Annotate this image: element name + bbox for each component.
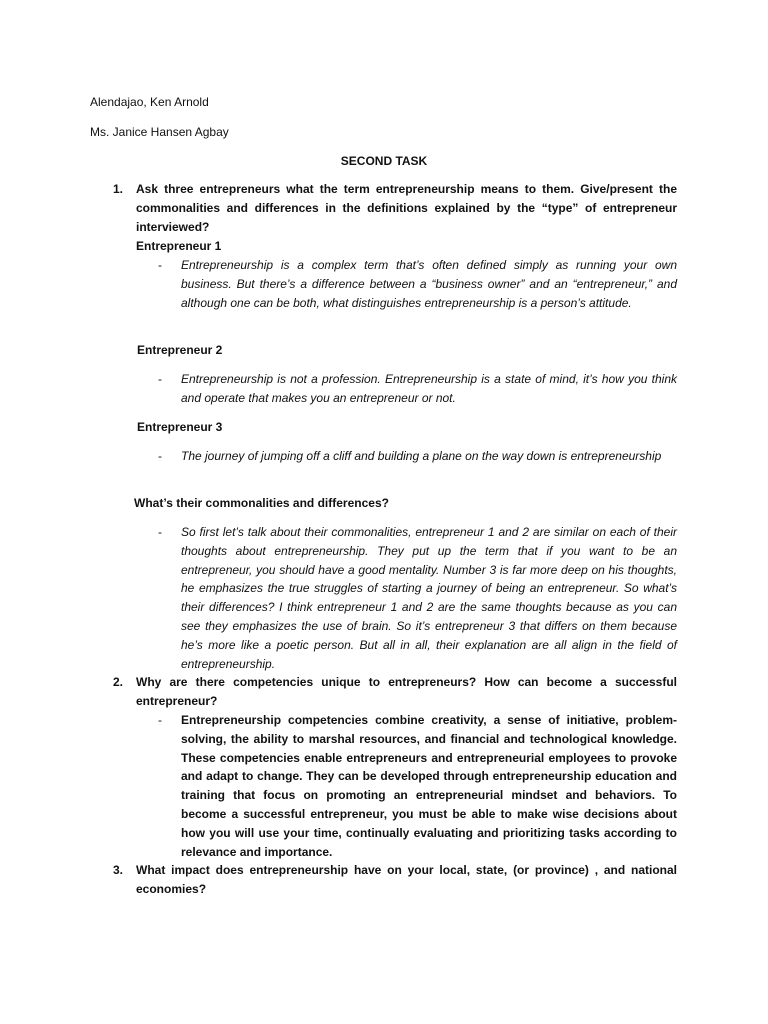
question-3-number: 3.	[113, 863, 124, 877]
entrepreneur-3-answer: The journey of jumping off a cliff and building a plane on the way down is entrepreneurship	[181, 449, 662, 463]
question-2-answer: Entrepreneurship competencies combine creativity, a sense of initiative, problem-solving, the ability to marshal resources, and financial and technological knowledge. These competencies enable entrepreneurs and entrepreneurial employees to provoke and adapt to change. They can be developed through entrepreneurship education and training that focus on promoting an entrepreneurial mindset and behaviors. To become a successful entrepreneur, you must be able to make wise decisions about how you will use your time, continually evaluating and prioritizing tasks according to relevance and importance.	[181, 713, 677, 859]
entrepreneur-2-bullet: -	[158, 372, 162, 386]
entrepreneur-1-answer: Entrepreneurship is a complex term that’s often defined simply as running your own business. But there’s a difference between a “business owner” and an “entrepreneur,” and although one can be both, what distinguishes entrepreneurship is a person’s attitude.	[181, 258, 677, 310]
entrepreneur-1-bullet: -	[158, 258, 162, 272]
commonalities-bullet: -	[158, 525, 162, 539]
task-title: SECOND TASK	[340, 154, 428, 168]
teacher-name: Ms. Janice Hansen Agbay	[90, 125, 229, 139]
entrepreneur-3-bullet: -	[158, 449, 162, 463]
question-3-text: What impact does entrepreneurship have on your local, state, (or province) , and national economies?	[136, 863, 677, 896]
question-1-number: 1.	[113, 182, 124, 196]
entrepreneur-1-label: Entrepreneur 1	[136, 239, 222, 253]
entrepreneur-2-answer: Entrepreneurship is not a profession. Entrepreneurship is a state of mind, it’s how you think and operate that makes you an entrepreneur or not.	[181, 372, 677, 405]
commonalities-heading: What’s their commonalities and differences?	[134, 496, 389, 510]
entrepreneur-2-label: Entrepreneur 2	[137, 343, 223, 357]
student-name: Alendajao, Ken Arnold	[90, 95, 209, 109]
question-1-text: Ask three entrepreneurs what the term entrepreneurship means to them. Give/present the commonalities and differences in the definitions explained by the “type” of entrepreneur interviewed?	[136, 182, 677, 234]
question-2-number: 2.	[113, 675, 124, 689]
question-2-text: Why are there competencies unique to entrepreneurs? How can become a successful entrepreneur?	[136, 675, 677, 708]
entrepreneur-3-label: Entrepreneur 3	[137, 420, 223, 434]
question-2-bullet: -	[158, 713, 162, 727]
commonalities-answer: So first let’s talk about their commonalities, entrepreneur 1 and 2 are similar on each of their thoughts about entrepreneurship. They put up the term that if you want to be an entrepreneur, you should have a good mentality. Number 3 is far more deep on his thoughts, he emphasizes the true struggles of starting a journey of being an entrepreneur. So what’s their differences? I think entrepreneur 1 and 2 are the same thoughts because as you can see they emphasizes the use of brain. So it’s entrepreneur 3 that differs on them because he’s more like a poetic person. But all in all, their explanation are all align in the field of entrepreneurship.	[181, 525, 677, 671]
